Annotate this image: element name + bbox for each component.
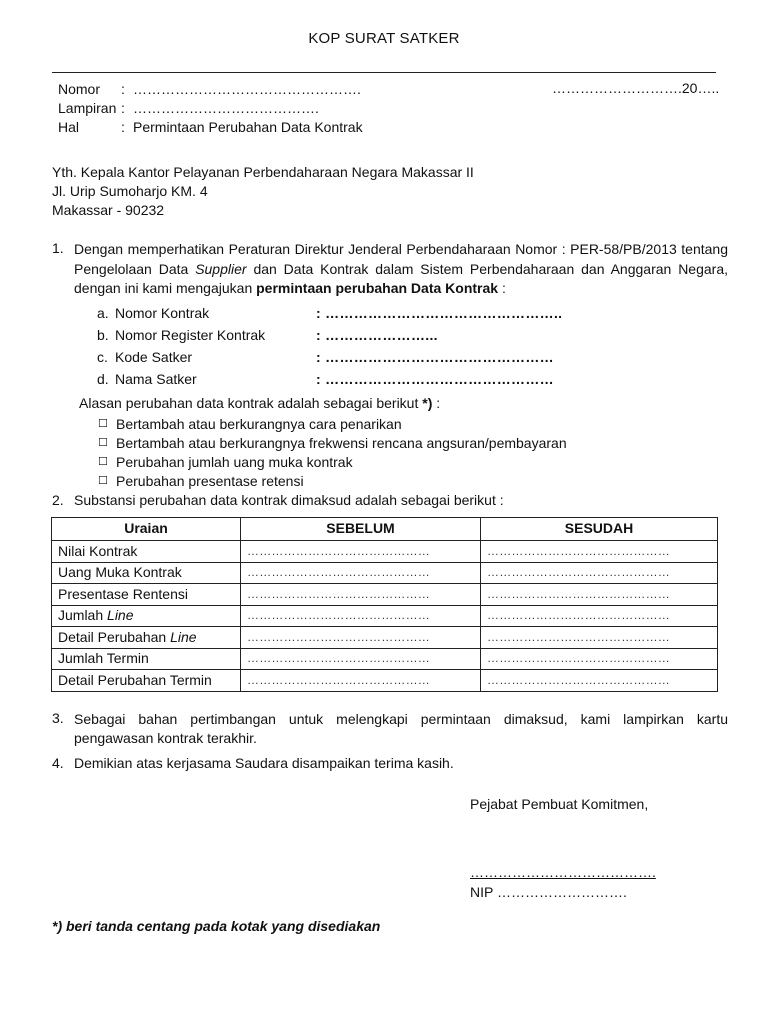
hal-value: Permintaan Perubahan Data Kontrak bbox=[133, 119, 363, 135]
table-header-row bbox=[52, 518, 718, 541]
date-field: ……………………….20….. bbox=[552, 80, 720, 96]
table-row bbox=[52, 605, 718, 627]
before-value[interactable]: ……………………………………… bbox=[241, 562, 481, 584]
nomor-label: Nomor bbox=[58, 81, 101, 97]
after-value[interactable]: ……………………………………… bbox=[481, 605, 718, 627]
table-row bbox=[52, 541, 718, 563]
checkbox-icon[interactable]: ☐ bbox=[98, 475, 108, 487]
lampiran-value: …………………………………. bbox=[133, 100, 319, 116]
substance-table bbox=[51, 517, 718, 692]
signature-title: Pejabat Pembuat Komitmen, bbox=[470, 796, 649, 812]
footnote: *) beri tanda centang pada kotak yang disediakan bbox=[52, 918, 381, 934]
row-label: Uang Muka Kontrak bbox=[52, 562, 241, 584]
letterhead: KOP SURAT SATKER bbox=[308, 30, 460, 47]
checkbox-label: Bertambah atau berkurangnya frekwensi rencana angsuran/pembayaran bbox=[116, 435, 567, 451]
nomor-colon: : bbox=[121, 81, 125, 97]
item-label: Nama Satker bbox=[115, 371, 197, 387]
item-value: : ………………………………………… bbox=[316, 371, 554, 387]
after-value[interactable]: ……………………………………… bbox=[481, 541, 718, 563]
before-value[interactable]: ……………………………………… bbox=[241, 541, 481, 563]
after-value[interactable]: ……………………………………… bbox=[481, 584, 718, 606]
row-label: Detail Perubahan Line bbox=[52, 627, 241, 649]
before-value[interactable]: ……………………………………… bbox=[241, 584, 481, 606]
hal-label: Hal bbox=[58, 119, 80, 135]
after-value[interactable]: ……………………………………… bbox=[481, 648, 718, 670]
point-3-number: 3. bbox=[52, 710, 64, 726]
checkbox-label: Bertambah atau berkurangnya cara penarikan bbox=[116, 416, 402, 432]
table-row bbox=[52, 670, 718, 692]
item-value: : ………………………………………… bbox=[316, 349, 554, 365]
item-label: Nomor Kontrak bbox=[115, 305, 210, 321]
before-value[interactable]: ……………………………………… bbox=[241, 605, 481, 627]
item-letter: a. bbox=[97, 305, 109, 321]
nomor-value: …………………………………………. bbox=[133, 81, 361, 97]
after-value[interactable]: ……………………………………… bbox=[481, 627, 718, 649]
checkbox-icon[interactable]: ☐ bbox=[98, 437, 108, 449]
checkbox-label: Perubahan presentase retensi bbox=[116, 473, 304, 489]
table-row bbox=[52, 584, 718, 606]
item-label: Kode Satker bbox=[115, 349, 193, 365]
table-row bbox=[52, 627, 718, 649]
point-2-number: 2. bbox=[52, 492, 64, 508]
item-letter: d. bbox=[97, 371, 109, 387]
before-value[interactable]: ……………………………………… bbox=[241, 648, 481, 670]
row-label: Jumlah Termin bbox=[52, 648, 241, 670]
recipient-line-2: Jl. Urip Sumoharjo KM. 4 bbox=[52, 183, 208, 199]
reason-intro: Alasan perubahan data kontrak adalah sebagai berikut *) : bbox=[79, 395, 441, 411]
lampiran-colon: : bbox=[121, 100, 125, 116]
header-sesudah: SESUDAH bbox=[481, 518, 718, 541]
table-row bbox=[52, 648, 718, 670]
row-label: Nilai Kontrak bbox=[52, 541, 241, 563]
header-sebelum: SEBELUM bbox=[241, 518, 481, 541]
point-1-text: Dengan memperhatikan Peraturan Direktur Jenderal Perbendaharaan Nomor : PER-58/PB/2013 tentang Pengelolaan Data Supplier dan Data Kontrak dalam Sistem Perbendaharaan dan Anggaran Negara, dengan ini kami mengajukan permintaan perubahan Data Kontrak : bbox=[74, 241, 728, 296]
after-value[interactable]: ……………………………………… bbox=[481, 562, 718, 584]
lampiran-label: Lampiran bbox=[58, 100, 117, 116]
recipient-line-1: Yth. Kepala Kantor Pelayanan Perbendaharaan Negara Makassar II bbox=[52, 164, 474, 180]
signature-name-line: …………………………………. bbox=[470, 864, 656, 880]
recipient-line-3: Makassar - 90232 bbox=[52, 202, 165, 218]
table-row bbox=[52, 562, 718, 584]
before-value[interactable]: ……………………………………… bbox=[241, 670, 481, 692]
before-value[interactable]: ……………………………………… bbox=[241, 627, 481, 649]
checkbox-icon[interactable]: ☐ bbox=[98, 456, 108, 468]
header-divider bbox=[52, 72, 716, 73]
point-3-text: Sebagai bahan pertimbangan untuk melengkapi permintaan dimaksud, kami lampirkan kartu pengawasan kontrak terakhir. bbox=[74, 711, 728, 746]
checkbox-icon[interactable]: ☐ bbox=[98, 418, 108, 430]
row-label: Jumlah Line bbox=[52, 605, 241, 627]
point-4-text: Demikian atas kerjasama Saudara disampaikan terima kasih. bbox=[74, 755, 454, 771]
point-4-number: 4. bbox=[52, 755, 64, 771]
checkbox-label: Perubahan jumlah uang muka kontrak bbox=[116, 454, 353, 470]
point-2-text: Substansi perubahan data kontrak dimaksud adalah sebagai berikut : bbox=[74, 492, 504, 508]
signature-nip: NIP ………………………. bbox=[470, 884, 627, 900]
hal-colon: : bbox=[121, 119, 125, 135]
row-label: Detail Perubahan Termin bbox=[52, 670, 241, 692]
after-value[interactable]: ……………………………………… bbox=[481, 670, 718, 692]
item-letter: c. bbox=[97, 349, 108, 365]
header-uraian: Uraian bbox=[52, 518, 241, 541]
point-1-number: 1. bbox=[52, 240, 64, 256]
item-value: : ………………………………………….. bbox=[316, 305, 563, 321]
item-label: Nomor Register Kontrak bbox=[115, 327, 266, 343]
item-value: : …………………... bbox=[316, 327, 438, 343]
item-letter: b. bbox=[97, 327, 109, 343]
row-label: Presentase Rentensi bbox=[52, 584, 241, 606]
